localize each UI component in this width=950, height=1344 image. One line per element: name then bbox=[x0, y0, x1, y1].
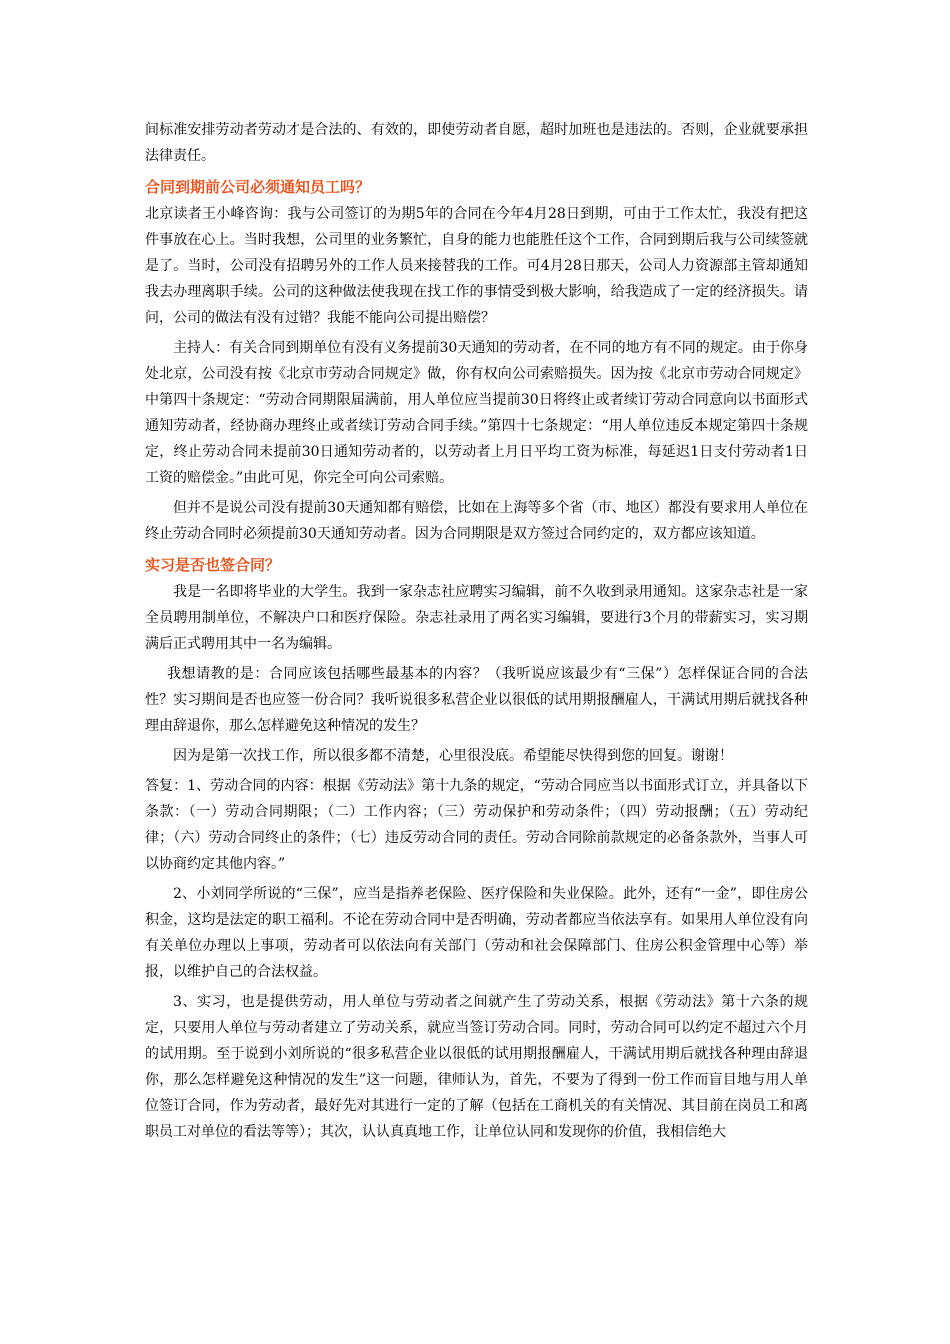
paragraph-reply-3: 3、实习，也是提供劳动，用人单位与劳动者之间就产生了劳动关系，根据《劳动法》第十六条的规定，只要用人单位与劳动者建立了劳动关系，就应当签订劳动合同。同时，劳动合同可以约定不超过六个月的试用期。至于说到小刘所说的“很多私营企业以很低的试用期报酬雇人，干满试用期后就找各种理由辞退你，那么怎样避免这种情况的发生”这一问题，律师认为，首先，不要为了得到一份工作而盲目地与用人单位签订合同，作为劳动者，最好先对其进行一定的了解（包括在工商机关的有关情况、其目前在岗员工和离职员工对单位的看法等等）；其次，认认真真地工作，让单位认同和发现你的价值，我相信绝大 bbox=[145, 994, 808, 1140]
paragraph-reader-question: 北京读者王小峰咨询：我与公司签订的为期5年的合同在今年4月28日到期，可由于工作太忙，我没有把这件事放在心上。当时我想，公司里的业务繁忙，自身的能力也能胜任这个工作，合同到期后我与公司续签就是了。当时，公司没有招聘另外的工作人员来接替我的工作。可4月28日那天，公司人力资源部主管却通知我去办理离职手续。公司的这种做法使我现在找工作的事情受到极大影响，给我造成了一定的经济损失。请问，公司的做法有没有过错？我能不能向公司提出赔偿？ bbox=[145, 206, 808, 326]
paragraph-host-answer: 主持人：有关合同到期单位有没有义务提前30天通知的劳动者，在不同的地方有不同的规定。由于你身处北京，公司没有按《北京市劳动合同规定》做，你有权向公司索赔损失。因为按《北京市劳动合同规定》中第四十条规定：“劳动合同期限届满前，用人单位应当提前30日将终止或者续订劳动合同意向以书面形式通知劳动者，经协商办理终止或者续订劳动合同手续。”第四十七条规定：“用人单位违反本规定第四十条规定，终止劳动合同未提前30日通知劳动者的，以劳动者上月日平均工资为标准，每延迟1日支付劳动者1日工资的赔偿金。”由此可见，你完全可向公司索赔。 bbox=[145, 340, 808, 486]
paragraph-student-thanks: 因为是第一次找工作，所以很多都不清楚，心里很没底。希望能尽快得到您的回复。谢谢！ bbox=[173, 748, 733, 764]
paragraph-exception-note: 但并不是说公司没有提前30天通知都有赔偿，比如在上海等多个省（市、地区）都没有要求用人单位在终止劳动合同时必须提前30天通知劳动者。因为合同期限是双方签过合同约定的，双方都应该知道。 bbox=[145, 500, 808, 542]
paragraph-reply-1: 答复：1、劳动合同的内容：根据《劳动法》第十九条的规定，“劳动合同应当以书面形式订立，并具备以下条款：（一）劳动合同期限；（二）工作内容；（三）劳动保护和劳动条件；（四）劳动报酬；（五）劳动纪律；（六）劳动合同终止的条件；（七）违反劳动合同的责任。劳动合同除前款规定的必备条款外，当事人可以协商约定其他内容。” bbox=[145, 778, 808, 872]
paragraph-student-intro: 我是一名即将毕业的大学生。我到一家杂志社应聘实习编辑，前不久收到录用通知。这家杂志社是一家全员聘用制单位，不解决户口和医疗保险。杂志社录用了两名实习编辑，要进行3个月的带薪实习，实习期满后正式聘用其中一名为编辑。 bbox=[145, 584, 808, 652]
paragraph-student-questions: 我想请教的是：合同应该包括哪些最基本的内容？（我听说应该最少有“三保”）怎样保证合同的合法性？实习期间是否也应签一份合同？我听说很多私营企业以很低的试用期报酬雇人，干满试用期后就找各种理由辞退你，那么怎样避免这种情况的发生？ bbox=[145, 666, 808, 734]
document-page bbox=[145, 117, 808, 1149]
heading-internship-contract: 实习是否也签合同？ bbox=[145, 556, 281, 574]
paragraph-continuation: 间标准安排劳动者劳动才是合法的、有效的，即使劳动者自愿，超时加班也是违法的。否则，企业就要承担法律责任。 bbox=[145, 122, 808, 164]
paragraph-reply-2: 2、小刘同学所说的“三保”，应当是指养老保险、医疗保险和失业保险。此外，还有“一金”，即住房公积金，这均是法定的职工福利。不论在劳动合同中是否明确，劳动者都应当依法享有。如果用人单位没有向有关单位办理以上事项，劳动者可以依法向有关部门（劳动和社会保障部门、住房公积金管理中心等）举报，以维护自己的合法权益。 bbox=[145, 886, 808, 980]
heading-contract-expiry-notice: 合同到期前公司必须通知员工吗？ bbox=[145, 178, 371, 196]
